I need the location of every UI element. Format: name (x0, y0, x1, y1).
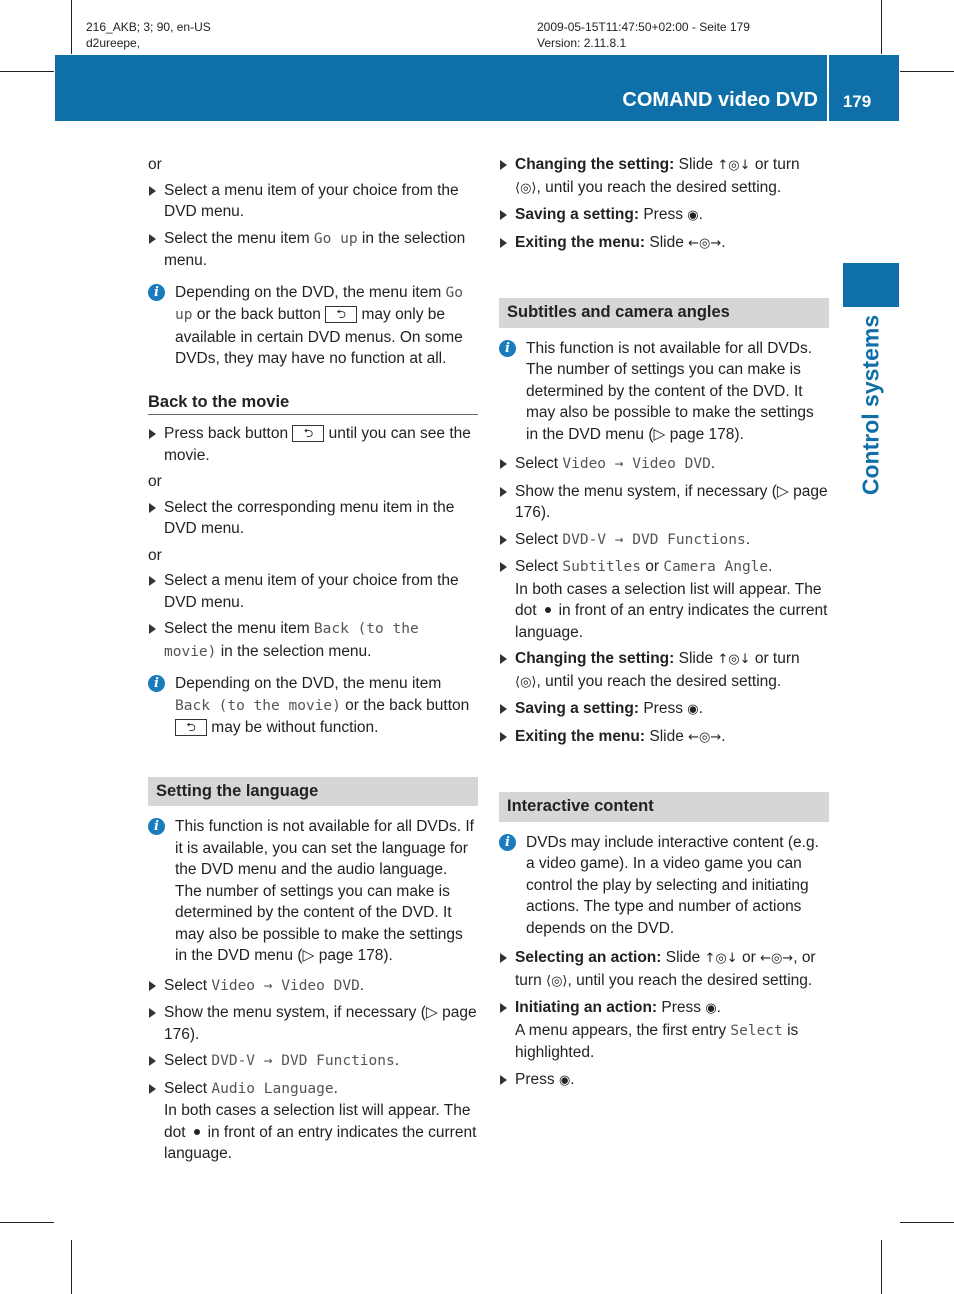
crop-mark (900, 1222, 954, 1223)
step-label: Changing the setting: (515, 650, 675, 667)
menu-item-name: Go up (175, 284, 464, 323)
subsection-heading: Back to the movie (148, 392, 478, 416)
step-item (499, 698, 829, 721)
step-text: In both cases a selection list will appear. The dot (164, 1102, 471, 1141)
header-title: COMAND video DVD (622, 89, 818, 111)
section-heading: Setting the language (148, 777, 478, 807)
step-text: Select (164, 1079, 212, 1097)
crop-mark (0, 71, 54, 72)
step-text: Select (164, 1052, 212, 1069)
step-label: Changing the setting: (515, 156, 675, 173)
step-text: in the selection menu. (164, 229, 466, 269)
step-item (148, 497, 478, 540)
step-text: Slide (674, 156, 718, 173)
controller-slide-lr-icon: ←◎→ (760, 951, 794, 966)
step-item (148, 423, 478, 466)
or-text: or (148, 156, 162, 173)
info-note (148, 673, 478, 739)
menu-path: Video → Video DVD (211, 977, 360, 994)
step-text: In both cases a selection list will appear. The dot (515, 580, 822, 619)
crop-mark (0, 1222, 54, 1223)
step-text: or turn (750, 156, 800, 173)
step-text: Slide (645, 727, 689, 745)
crop-mark (71, 0, 72, 54)
step-text: Select (515, 530, 563, 548)
step-text: or (640, 558, 664, 575)
controller-slide-lr-icon: ←◎→ (688, 729, 722, 745)
info-text: This function is not available for all DVDs. If it is available, you can set the language for the DVD menu and the audio language. The number of settings you can make is determined by the content of the DVD. It may also be possible to make the settings in the DVD menu (▷ page 178). (175, 818, 474, 964)
step-text: Select (515, 455, 563, 472)
info-text: This function is not available for all DVDs. The number of settings you can make is determined by the content of the DVD. It may also be possible to make the settings in the DVD menu (▷ page 178). (526, 339, 814, 443)
back-button-icon: ⮌ (175, 719, 207, 736)
step-text: Show the menu system, if necessary (▷ page 176). (515, 482, 828, 521)
step-text: Press back button (164, 425, 293, 442)
step-text: until you can see the movie. (164, 425, 471, 464)
step-text: . (768, 558, 773, 575)
controller-press-icon: ◉ (705, 1001, 717, 1016)
controller-slide-icon: ↑◎↓ (717, 158, 751, 173)
step-item (499, 204, 829, 227)
step-item (499, 481, 829, 524)
step-text: . (333, 1079, 338, 1097)
step-item (499, 726, 829, 749)
step-text: or (737, 949, 761, 966)
info-icon: i (148, 818, 165, 835)
menu-path: Video → Video DVD (562, 456, 711, 472)
step-item (499, 232, 829, 255)
step-text: Select (515, 558, 563, 575)
page-number: 179 (842, 92, 872, 111)
menu-item-name: Camera Angle (663, 559, 769, 575)
info-text: DVDs may include interactive content (e.g. a video game). In a video game you can control the play by selecting and initiating actions. The type and number of actions depends on the DVD. (526, 833, 819, 937)
step-text: Slide (661, 949, 705, 966)
step-text: . (570, 1070, 575, 1088)
dot-icon (194, 1129, 200, 1135)
step-item (499, 648, 829, 693)
step-text: Select (164, 976, 212, 994)
step-text: . (710, 455, 716, 472)
step-text: is highlighted. (515, 1021, 799, 1061)
menu-item-name: Select (730, 1022, 783, 1039)
menu-path: DVD-V → DVD Functions (211, 1053, 395, 1069)
section-heading: Subtitles and camera angles (499, 298, 829, 328)
menu-item-name: Subtitles (562, 559, 641, 575)
back-button-icon: ⮌ (325, 306, 357, 323)
step-label: Exiting the menu: (515, 233, 646, 251)
info-icon: i (499, 340, 516, 357)
step-label: Selecting an action: (515, 949, 662, 966)
crop-mark (881, 1240, 882, 1294)
info-text: may be without function. (207, 719, 379, 736)
step-text: Slide (674, 650, 718, 667)
left-column (148, 150, 478, 1170)
menu-item-name: Audio Language (211, 1080, 334, 1097)
side-tab-label: Control systems (857, 314, 884, 496)
info-icon: i (148, 284, 165, 301)
controller-turn-icon: ⟨◎⟩ (515, 180, 537, 196)
step-text: Press (515, 1070, 559, 1088)
info-text: may only be available in certain DVD menus. On some DVDs, they may have no function at all. (175, 306, 463, 367)
print-meta-right (537, 19, 750, 51)
crop-mark (900, 71, 954, 72)
info-icon: i (148, 675, 165, 692)
info-note (148, 282, 478, 370)
step-item (148, 228, 478, 272)
menu-item-name: Back (to the movie) (164, 621, 419, 660)
step-text: or turn (750, 650, 800, 667)
step-text: . (716, 999, 721, 1016)
step-text: Select the corresponding menu item in the DVD menu. (164, 498, 455, 537)
step-text: , until you reach the desired setting. (536, 672, 782, 690)
step-text: . (359, 976, 365, 994)
step-text: . (721, 727, 726, 745)
step-item (148, 1002, 478, 1045)
menu-item-name: Go up (313, 230, 358, 247)
controller-slide-lr-icon: ←◎→ (688, 235, 722, 251)
step-text: in the selection menu. (216, 642, 372, 660)
step-text: Slide (645, 233, 689, 251)
dot-icon (545, 607, 551, 613)
step-item (148, 618, 478, 663)
or-text: or (148, 546, 162, 564)
step-item (148, 570, 478, 613)
step-text: in front of an entry indicates the current language. (164, 1123, 477, 1162)
section-heading: Interactive content (499, 792, 829, 822)
step-item (148, 1078, 478, 1165)
controller-press-icon: ◉ (558, 1072, 571, 1088)
info-note (148, 816, 478, 967)
meta-line: d2ureepe, (86, 36, 141, 50)
step-label: Saving a setting: (515, 206, 640, 223)
step-text: Select a menu item of your choice from the DVD menu. (164, 572, 459, 611)
crop-mark (881, 0, 882, 54)
step-text: . (721, 233, 726, 251)
step-item (499, 154, 829, 199)
step-item (499, 556, 829, 643)
or-text: or (148, 473, 162, 490)
step-item (499, 947, 829, 992)
controller-press-icon: ◉ (687, 702, 699, 717)
right-column (499, 150, 829, 1096)
step-text: Show the menu system, if necessary (▷ page 176). (164, 1004, 477, 1043)
step-item (148, 180, 478, 223)
step-item (499, 1069, 829, 1092)
step-label: Saving a setting: (515, 700, 640, 717)
step-text: Select the menu item (164, 620, 314, 637)
step-item (499, 529, 829, 552)
controller-turn-icon: ⟨◎⟩ (515, 674, 537, 690)
meta-line: 216_AKB; 3; 90, en-US (86, 20, 211, 34)
step-item (499, 997, 829, 1064)
print-meta-left (86, 19, 211, 51)
step-text: A menu appears, the first entry (515, 1021, 731, 1039)
info-note (499, 832, 829, 940)
info-text: or the back button (192, 306, 326, 323)
step-text: . (394, 1052, 400, 1069)
info-text: Depending on the DVD, the menu item (175, 283, 446, 301)
info-text: or the back button (340, 696, 470, 714)
info-icon: i (499, 834, 516, 851)
info-text: Depending on the DVD, the menu item (175, 675, 442, 692)
step-text: Press (657, 999, 706, 1016)
step-text: Select a menu item of your choice from the DVD menu. (164, 181, 459, 220)
step-text: Press (639, 206, 688, 223)
crop-mark (71, 1240, 72, 1294)
step-item (499, 453, 829, 476)
step-label: Exiting the menu: (515, 727, 646, 745)
step-label: Initiating an action: (515, 999, 658, 1016)
controller-slide-icon: ↑◎↓ (717, 652, 751, 667)
step-text: in front of an entry indicates the current language. (515, 602, 828, 641)
step-item (148, 1050, 478, 1073)
step-text: . (745, 530, 751, 548)
step-text: Press (639, 700, 688, 717)
meta-line: 2009-05-15T11:47:50+02:00 - Seite 179 (537, 20, 750, 34)
controller-slide-icon: ↑◎↓ (704, 951, 738, 966)
step-text: Select the menu item (164, 229, 314, 247)
menu-path: DVD-V → DVD Functions (562, 531, 746, 548)
controller-press-icon: ◉ (687, 208, 699, 223)
step-text: . (698, 700, 703, 717)
info-note (499, 338, 829, 446)
meta-line: Version: 2.11.8.1 (537, 36, 627, 50)
menu-item-name: Back (to the movie) (175, 697, 341, 714)
back-button-icon: ⮌ (292, 425, 324, 442)
step-text: , or turn (515, 949, 816, 989)
controller-turn-icon: ⟨◎⟩ (546, 973, 568, 989)
step-text: . (698, 206, 703, 223)
step-text: , until you reach the desired setting. (536, 178, 782, 196)
step-text: , until you reach the desired setting. (567, 971, 813, 989)
side-tab-marker (843, 263, 899, 307)
step-item (148, 975, 478, 998)
